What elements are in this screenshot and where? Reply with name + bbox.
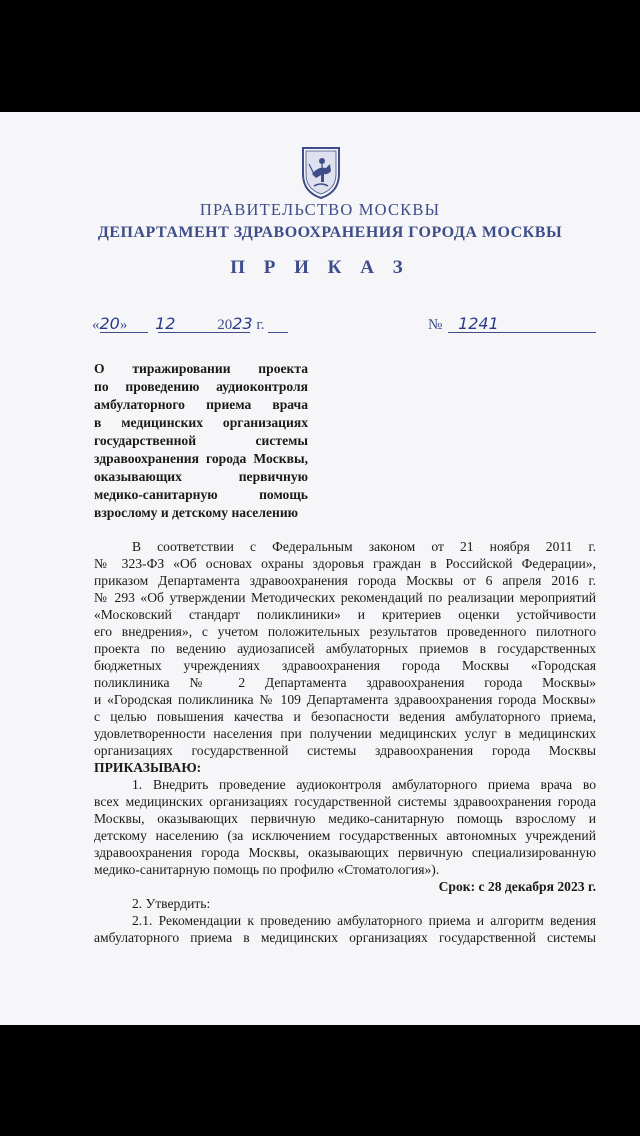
body-line: и «Городская поликлиника № 109 Департамента здравоохранения города Москвы» [94, 692, 596, 707]
date-month-underline [158, 332, 250, 333]
body-line: В соответствии с Федеральным законом от 21 ноября 2011 г. [132, 539, 596, 554]
body-line: приказом Департамента здравоохранения города Москвы от 6 апреля 2016 г. [94, 573, 596, 588]
date-year-underline [268, 332, 288, 333]
body-line: всех медицинских организациях государственной системы здравоохранения города [94, 794, 596, 809]
date-day-underline [100, 332, 148, 333]
clause-1: 1. Внедрить проведение аудиоконтроля амбулаторного приема врача во [132, 777, 596, 792]
body-line: Москвы, оказывающих первичную медико-санитарную помощь взрослому и [94, 811, 596, 826]
order-verb: ПРИКАЗЫВАЮ: [94, 760, 202, 775]
body-line: детскому населению (за исключением государственных автономных учреждений [94, 828, 596, 843]
body-line: № 323-ФЗ «Об основах охраны здоровья граждан в Российской Федерации», [94, 556, 596, 571]
clause-2: 2. Утвердить: [132, 896, 211, 911]
body-line: № 293 «Об утверждении Методических рекомендаций по реализации мероприятий [94, 590, 596, 605]
date-year: 23 [232, 314, 253, 333]
body-line: здравоохранения города Москвы, оказывающих первичную специализированную [94, 845, 596, 860]
order-number-value: 1241 [458, 314, 499, 333]
body-line: проекта по ведению аудиозаписей амбулаторных приемов в государственных [94, 641, 596, 656]
body-line: организациях государственной системы здравоохранения города Москвы [94, 743, 596, 758]
body-line: бюджетных учреждениях здравоохранения города Москвы «Городская [94, 658, 596, 673]
body-line: «Московский стандарт поликлиники» и критериев оценки устойчивости [94, 607, 596, 622]
order-subject: О тиражировании проекта по проведению аудиоконтроля амбулаторного приема врача в медицинских организациях государственной системы здравоохранения города Москвы, оказывающих первичную медико-санитарную помощь взрослому и детскому населению [94, 361, 308, 520]
government-name: ПРАВИТЕЛЬСТВО МОСКВЫ [199, 200, 441, 219]
body-line: амбулаторного приема в медицинских организациях государственной системы [94, 930, 596, 945]
body-line: удовлетворенности населения при получении медицинских услуг в медицинских [94, 726, 596, 741]
order-number-underline [448, 332, 596, 333]
order-date: «20» 12 2023 г. [92, 314, 265, 333]
body-line: с целью повышения качества и безопасности ведения амбулаторного приема, [94, 709, 596, 724]
body-line: его внедрения», с учетом положительных результатов проведенного пилотного [94, 624, 596, 639]
deadline: Срок: с 28 декабря 2023 г. [438, 879, 596, 894]
body-line: поликлиника № 2 Департамента здравоохранения города Москвы» [94, 675, 596, 690]
order-body [94, 538, 596, 946]
clause-2-1: 2.1. Рекомендации к проведению амбулаторного приема и алгоритм ведения [132, 913, 596, 928]
moscow-coat-of-arms-icon [300, 144, 342, 200]
document-page [0, 112, 640, 1025]
date-day: 20 [99, 314, 120, 333]
date-month: 12 [155, 314, 176, 333]
order-number: № 1241 [428, 314, 499, 333]
department-name: ДЕПАРТАМЕНТ ЗДРАВООХРАНЕНИЯ ГОРОДА МОСКВЫ [97, 224, 563, 241]
document-type-title: П Р И К А З [230, 257, 410, 278]
body-line: медико-санитарную помощь по профилю «Стоматология»). [94, 862, 440, 877]
